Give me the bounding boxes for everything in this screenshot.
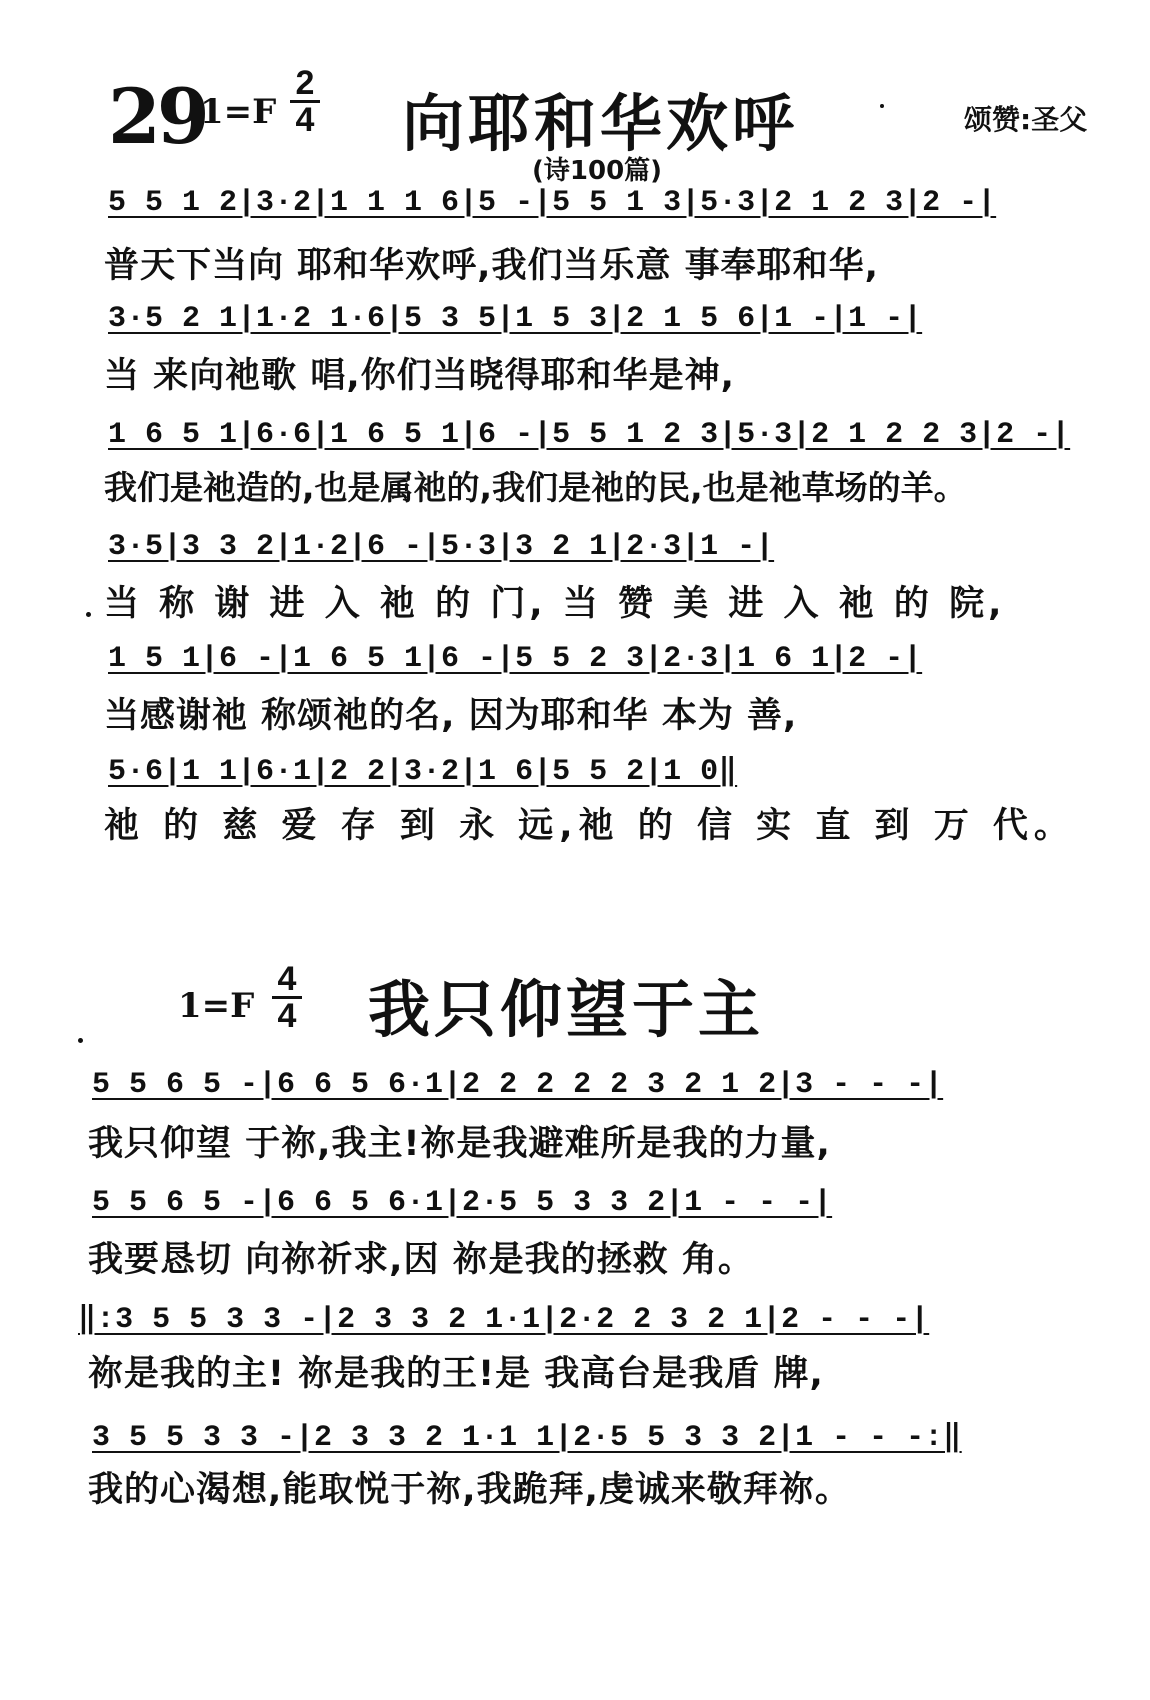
- song2-notation-line: ‖:3 5 5 3 3 -|2 3 3 2 1·1|2·2 2 3 2 1|2 - - -|: [78, 1303, 930, 1337]
- song2-notation-line: 3 5 5 3 3 -|2 3 3 2 1·1 1|2·5 5 3 3 2|1 - - -:‖: [92, 1421, 962, 1455]
- song2-lyric-line: 我的心渴想,能取悦于祢,我跪拜,虔诚来敬拜祢。: [88, 1470, 851, 1510]
- song2-lyric-line: 我要恳切 向祢祈求,因 祢是我的拯救 角。: [88, 1240, 754, 1280]
- song1-subtitle: (诗100篇): [532, 156, 663, 186]
- song1-time-top: 2: [290, 66, 320, 103]
- song1-lyric-line: 当感谢祂 称颂祂的名, 因为耶和华 本为 善,: [104, 696, 798, 736]
- scan-speck: [880, 104, 884, 108]
- song1-notation-line: 1 6 5 1|6·6|1 6 5 1|6 -|5 5 1 2 3|5·3|2 1 2 2 3|2 -|: [108, 418, 1071, 452]
- song1-key-signature: 1=F: [200, 92, 277, 132]
- song1-time-bottom: 4: [295, 101, 315, 139]
- song1-notation-line: 5 5 1 2|3·2|1 1 1 6|5 -|5 5 1 3|5·3|2 1 2 3|2 -|: [108, 186, 997, 220]
- song2-notation-line: 5 5 6 5 -|6 6 5 6·1|2·5 5 3 3 2|1 - - -|: [92, 1186, 833, 1220]
- song2-lyric-line: 我只仰望 于祢,我主!祢是我避难所是我的力量,: [88, 1124, 831, 1164]
- song1-notation-line: 3·5|3 3 2|1·2|6 -|5·3|3 2 1|2·3|1 -|: [108, 530, 775, 564]
- song2-notation-line: 5 5 6 5 -|6 6 5 6·1|2 2 2 2 2 3 2 1 2|3 - - -|: [92, 1068, 944, 1102]
- song1-credit: 颂赞:圣父: [964, 103, 1088, 136]
- song2-title: 我只仰望于主: [368, 973, 765, 1046]
- song2-time-top: 4: [272, 962, 302, 999]
- scan-speck: [78, 1038, 83, 1043]
- song1-lyric-line: 当 称 谢 进 入 祂 的 门, 当 赞 美 进 入 祂 的 院,: [104, 584, 1006, 624]
- song2-time-bottom: 4: [277, 997, 297, 1035]
- song2-key-signature: 1=F: [178, 986, 255, 1026]
- song1-lyric-line: 普天下当向 耶和华欢呼,我们当乐意 事奉耶和华,: [104, 246, 879, 286]
- hymn-number: 29: [108, 72, 206, 161]
- song2-time-signature: [272, 962, 302, 1033]
- song1-title: 向耶和华欢呼: [402, 87, 799, 160]
- song1-lyric-line: 祂 的 慈 爱 存 到 永 远,祂 的 信 实 直 到 万 代。: [104, 806, 1075, 846]
- song1-lyric-line: 我们是祂造的,也是属祂的,我们是祂的民,也是祂草场的羊。: [104, 468, 967, 507]
- song1-lyric-line: 当 来向祂歌 唱,你们当晓得耶和华是神,: [104, 356, 735, 396]
- song1-time-signature: [290, 66, 320, 137]
- scan-speck: [86, 612, 91, 617]
- song1-notation-line: 5·6|1 1|6·1|2 2|3·2|1 6|5 5 2|1 0‖: [108, 755, 738, 789]
- song1-notation-line: 1 5 1|6 -|1 6 5 1|6 -|5 5 2 3|2·3|1 6 1|2 -|: [108, 642, 923, 676]
- song2-lyric-line: 祢是我的主! 祢是我的王!是 我高台是我盾 牌,: [88, 1354, 824, 1394]
- song1-notation-line: 3·5 2 1|1·2 1·6|5 3 5|1 5 3|2 1 5 6|1 -|1 -|: [108, 302, 923, 336]
